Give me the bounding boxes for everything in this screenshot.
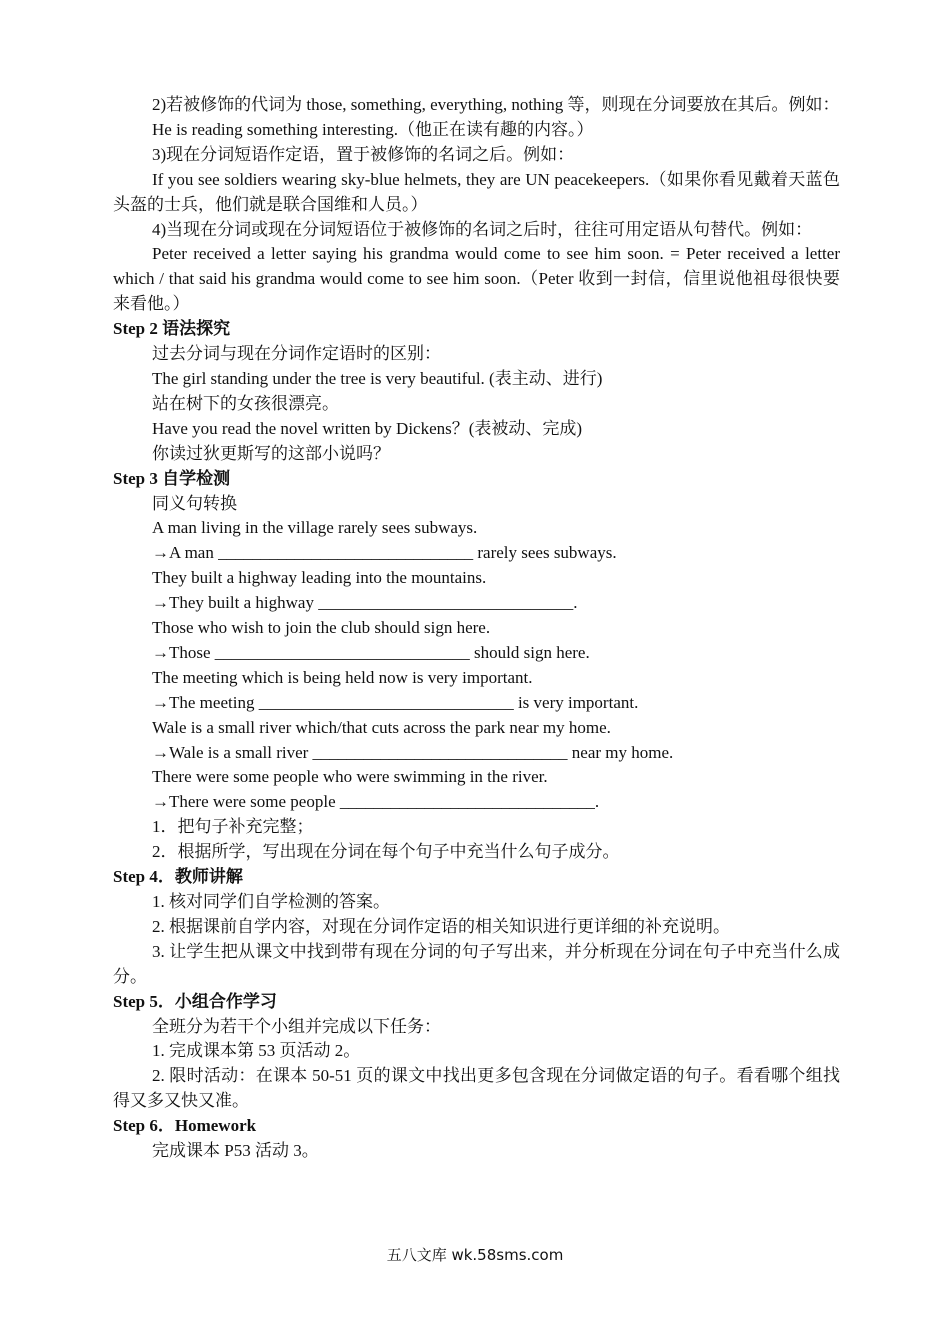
paragraph: 过去分词与现在分词作定语时的区别： bbox=[152, 344, 441, 364]
document-body bbox=[113, 93, 845, 1164]
paragraph: If you see soldiers wearing sky-blue helmets, they are UN peacekeepers.（如果你看见戴着天蓝色头盔的士兵，他们就是联合国维和人员。） bbox=[113, 169, 840, 214]
paragraph: The girl standing under the tree is very beautiful. (表主动、进行) bbox=[152, 368, 603, 388]
paragraph: →Those ______________________________ should sign here. bbox=[152, 642, 590, 662]
paragraph: 2)若被修饰的代词为 those, something, everything, nothing 等，则现在分词要放在其后。例如： bbox=[152, 95, 840, 114]
paragraph: →A man ______________________________ rarely sees subways. bbox=[152, 543, 617, 563]
section-heading: Step 4．教师讲解 bbox=[113, 867, 243, 887]
section-heading: Step 2 语法探究 bbox=[113, 319, 231, 339]
paragraph: →They built a highway ______________________________. bbox=[152, 593, 578, 613]
paragraph: →Wale is a small river ______________________________ near my home. bbox=[152, 742, 674, 762]
page-footer: 五八文库 wk.58sms.com bbox=[386, 1246, 564, 1264]
paragraph: 4)当现在分词或现在分词短语位于被修饰的名词之后时，往往可用定语从句替代。例如： bbox=[152, 219, 813, 239]
paragraph: 站在树下的女孩很漂亮。 bbox=[152, 393, 339, 413]
paragraph: 2. 限时活动：在课本 50-51 页的课文中找出更多包含现在分词做定语的句子。看看哪个组找得又多又快又准。 bbox=[113, 1066, 840, 1111]
paragraph: →The meeting ______________________________ is very important. bbox=[152, 692, 639, 712]
paragraph: 同义句转换 bbox=[152, 493, 237, 513]
paragraph: Wale is a small river which/that cuts across the park near my home. bbox=[152, 717, 611, 737]
paragraph: The meeting which is being held now is very important. bbox=[152, 667, 533, 687]
paragraph: There were some people who were swimming in the river. bbox=[152, 767, 548, 787]
paragraph: Peter received a letter saying his grandma would come to see him soon. = Peter received a letter which / that said his grandma would come to see him soon.（Peter 收到一封信，信里说他祖母很快要来看他。） bbox=[113, 244, 845, 314]
paragraph: 完成课本 P53 活动 3。 bbox=[152, 1141, 319, 1161]
paragraph: 全班分为若干个小组并完成以下任务： bbox=[152, 1016, 441, 1036]
paragraph: Those who wish to join the club should sign here. bbox=[152, 618, 491, 638]
paragraph: They built a highway leading into the mountains. bbox=[152, 568, 487, 588]
paragraph: 1. 核对同学们自学检测的答案。 bbox=[152, 892, 390, 911]
paragraph: He is reading something interesting.（他正在读有趣的内容。） bbox=[152, 119, 594, 139]
paragraph: A man living in the village rarely sees subways. bbox=[152, 518, 478, 538]
paragraph: 2. 根据课前自学内容，对现在分词作定语的相关知识进行更详细的补充说明。 bbox=[152, 916, 730, 936]
paragraph: 3)现在分词短语作定语，置于被修饰的名词之后。例如： bbox=[152, 144, 575, 164]
paragraph: 3. 让学生把从课文中找到带有现在分词的句子写出来，并分析现在分词在句子中充当什么成分。 bbox=[113, 941, 840, 986]
paragraph: 你读过狄更斯写的这部小说吗？ bbox=[152, 443, 390, 463]
paragraph: 2．根据所学，写出现在分词在每个句子中充当什么句子成分。 bbox=[152, 842, 620, 862]
paragraph: 1. 完成课本第 53 页活动 2。 bbox=[152, 1041, 361, 1061]
section-heading: Step 6．Homework bbox=[113, 1116, 257, 1136]
paragraph: 1．把句子补充完整； bbox=[152, 817, 314, 837]
paragraph: →There were some people ______________________________. bbox=[152, 792, 600, 812]
paragraph: Have you read the novel written by Dickens？(表被动、完成) bbox=[152, 418, 583, 438]
section-heading: Step 3 自学检测 bbox=[113, 468, 231, 488]
section-heading: Step 5．小组合作学习 bbox=[113, 991, 277, 1011]
